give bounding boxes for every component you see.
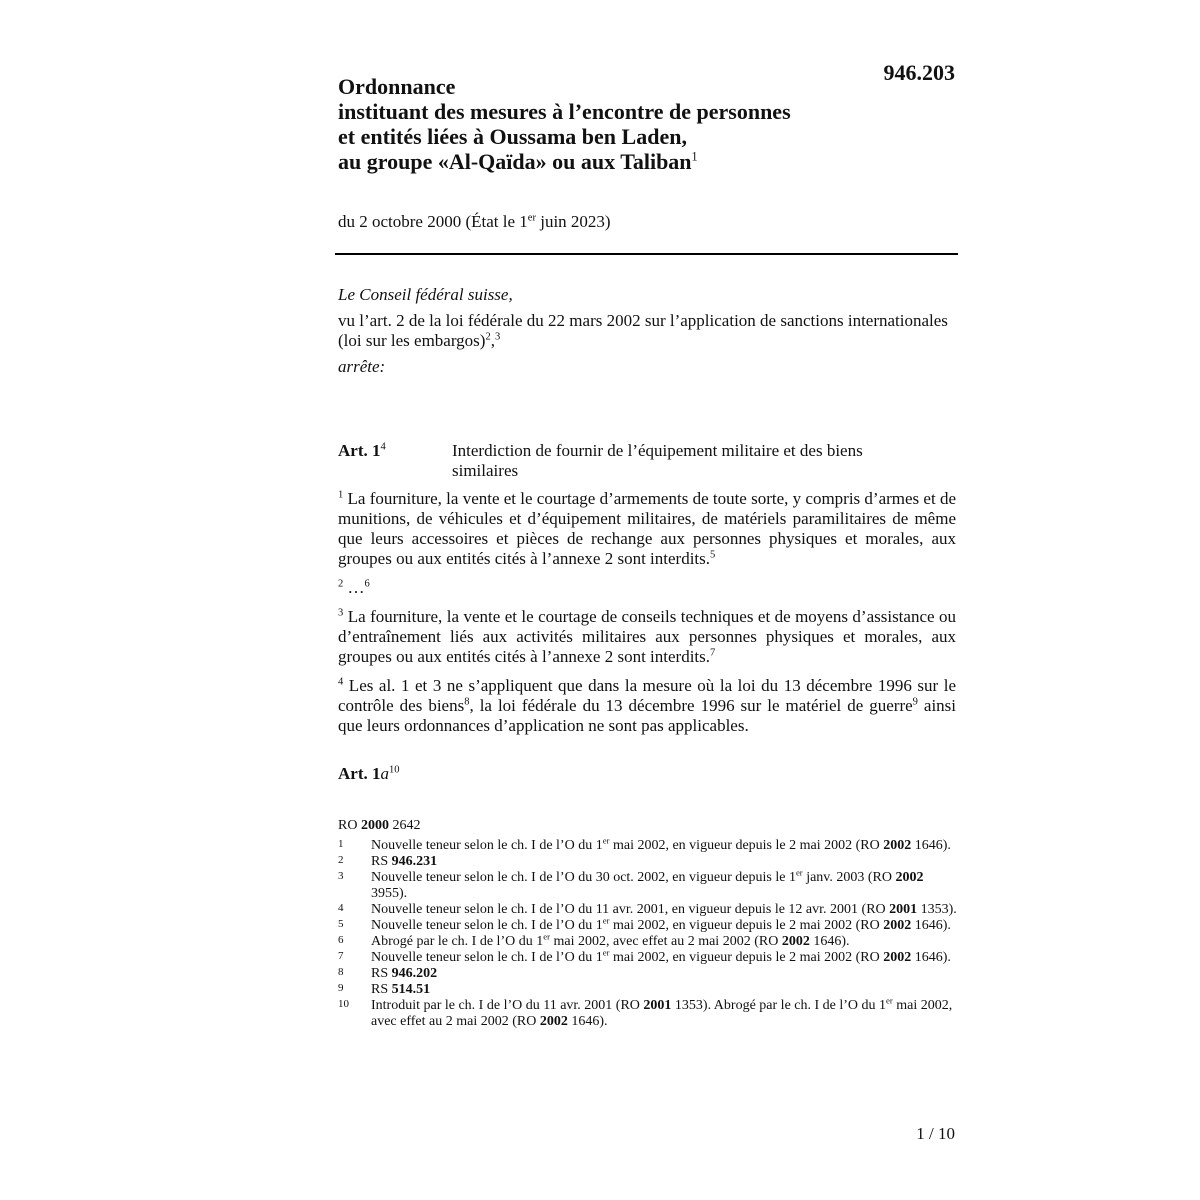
title-line-2: instituant des mesures à l’encontre de personnes — [338, 99, 791, 124]
document-number: 946.203 — [883, 60, 955, 85]
source-prefix: RO — [338, 818, 361, 833]
footnote-text: mai 2002, en vigueur depuis le 2 mai 2002 (RO — [609, 918, 884, 933]
footnote-text: 1353). — [917, 902, 957, 917]
footnote-text: Introduit par le ch. I de l’O du 11 avr. 2001 (RO — [371, 998, 644, 1013]
footnote-text: RS — [371, 966, 392, 981]
title-line-1: Ordonnance — [338, 74, 456, 99]
footnote-number: 2 — [338, 854, 344, 866]
footnote-rs-number: 514.51 — [391, 982, 431, 997]
footnote-ref-3[interactable]: 3 — [494, 331, 501, 343]
footnote-year: 2001 — [643, 998, 672, 1013]
footnote-ref-7[interactable]: 7 — [710, 647, 716, 659]
paragraph-text: La fourniture, la vente et le courtage d’armements de toute sorte, y compris d’armes et de munitions, de véhicules et d’équipement militaires, de matériels paramilitaires de même que leurs accessoires et pièces de rechange aux personnes physiques et morales, aux groupes ou aux entités cités à l’annexe 2 sont interdits. — [338, 489, 956, 568]
footnote-ref-6[interactable]: 6 — [364, 578, 370, 590]
footnote-text: mai 2002, en vigueur depuis le 2 mai 2002 (RO — [609, 950, 884, 965]
footnote-ref-10[interactable]: 10 — [388, 764, 400, 776]
footnote-item — [338, 915, 958, 934]
footnote-rs-number: 946.202 — [391, 966, 438, 981]
footnote-number: 4 — [338, 902, 344, 914]
article-1a-label — [338, 764, 400, 784]
footnote-number: 1 — [338, 838, 344, 850]
footnote-year: 2001 — [889, 902, 918, 917]
footnote-text: 1646). — [809, 934, 850, 949]
footnote-sup: er — [602, 915, 610, 926]
footnote-item — [338, 982, 958, 998]
title-divider — [335, 253, 958, 255]
title-line-3: et entités liées à Oussama ben Laden, — [338, 124, 687, 149]
footnote-item — [338, 835, 958, 854]
source-reference — [338, 818, 420, 834]
footnote-text: 3955). — [371, 886, 408, 901]
footnote-ref-4[interactable]: 4 — [380, 441, 386, 453]
source-page: 2642 — [388, 818, 421, 833]
paragraph-text: Les al. 1 et 3 ne s’appliquent que dans la mesure où la loi du 13 décembre 1996 sur le contrôle des biens — [338, 676, 956, 715]
paragraph-number: 2 — [338, 578, 344, 590]
footnote-number: 9 — [338, 982, 344, 994]
footnote-text: 1353). Abrogé par le ch. I de l’O du 1 — [671, 998, 887, 1013]
footnote-text: mai 2002, en vigueur depuis le 2 mai 2002 (RO — [609, 838, 884, 853]
footnote-year: 2002 — [883, 838, 912, 853]
footnote-item — [338, 931, 958, 950]
preamble-text — [338, 311, 958, 351]
title-line-4-text: au groupe «Al-Qaïda» ou aux Taliban — [338, 149, 692, 174]
preamble-separator: , — [490, 331, 495, 350]
footnote-text: 1646). — [567, 1014, 608, 1029]
footnote-number: 3 — [338, 870, 344, 882]
footnote-ref-1[interactable]: 1 — [691, 149, 698, 164]
article-1-title: Interdiction de fournir de l’équipement militaire et des biens similaires — [452, 441, 863, 480]
footnote-number: 6 — [338, 934, 344, 946]
footnote-number: 8 — [338, 966, 344, 978]
article-1-paragraph-3 — [338, 607, 956, 667]
footnote-text: RS — [371, 982, 392, 997]
footnote-sup: er — [795, 867, 803, 878]
footnote-number: 7 — [338, 950, 344, 962]
page-number: 1 / 10 — [916, 1124, 955, 1143]
paragraph-text: La fourniture, la vente et le courtage de conseils techniques et de moyens d’assistance ou d’entraînement liés aux activités militaires aux personnes physiques et morales, aux groupes ou aux entités cités à l’annexe 2 sont interdits. — [338, 607, 956, 666]
date-suffix: juin 2023) — [535, 212, 611, 231]
footnote-item — [338, 995, 958, 1030]
footnote-text: Nouvelle teneur selon le ch. I de l’O du 1 — [371, 950, 603, 965]
footnote-sup: er — [602, 835, 610, 846]
footnote-text: 1646). — [911, 838, 951, 853]
source-year: 2000 — [360, 818, 389, 833]
footnote-text: 1646). — [911, 918, 951, 933]
footnote-ref-8[interactable]: 8 — [464, 696, 470, 708]
title-line-4 — [338, 149, 878, 174]
footnote-year: 2002 — [883, 950, 912, 965]
paragraph-number: 4 — [338, 676, 344, 688]
date-text: du 2 octobre 2000 (État le 1 — [338, 212, 528, 231]
footnote-item — [338, 867, 958, 902]
footnote-text: Nouvelle teneur selon le ch. I de l’O du 30 oct. 2002, en vigueur depuis le 1 — [371, 870, 796, 885]
article-1a-label-text: Art. 1 — [338, 764, 381, 783]
footnote-item — [338, 854, 958, 870]
footnote-item — [338, 902, 958, 918]
article-1-paragraph-4 — [338, 676, 956, 736]
footnote-year: 2002 — [539, 1014, 568, 1029]
footnote-text: Abrogé par le ch. I de l’O du 1 — [371, 934, 544, 949]
paragraph-text: , la loi fédérale du 13 décembre 1996 sur le matériel de guerre — [469, 696, 913, 715]
decision-word: arrête: — [338, 357, 386, 376]
paragraph-number: 1 — [338, 489, 344, 501]
footnote-item — [338, 966, 958, 982]
footnote-text: RS — [371, 854, 392, 869]
footnotes-list — [338, 835, 958, 1030]
footnote-item — [338, 947, 958, 966]
footnote-text: Nouvelle teneur selon le ch. I de l’O du 1 — [371, 838, 603, 853]
footnote-ref-9[interactable]: 9 — [912, 696, 918, 708]
council-line: Le Conseil fédéral suisse, — [338, 285, 513, 304]
paragraph-text: ainsi que leurs ordonnances d’application ne sont pas applicables. — [338, 696, 957, 735]
article-1a-suffix: a — [380, 764, 389, 783]
footnote-number: 10 — [338, 998, 349, 1010]
footnote-text: janv. 2003 (RO — [802, 870, 896, 885]
article-1-label-text: Art. 1 — [338, 441, 381, 460]
document-title — [338, 74, 878, 174]
footnote-year: 2002 — [883, 918, 912, 933]
footnote-sup: er — [543, 931, 550, 942]
date-line — [338, 212, 611, 232]
footnote-text: 1646). — [911, 950, 951, 965]
footnote-rs-number: 946.231 — [391, 854, 438, 869]
paragraph-text: … — [343, 578, 365, 597]
article-1-label — [338, 441, 386, 461]
footnote-sup: er — [602, 947, 610, 958]
footnote-year: 2002 — [895, 870, 924, 885]
date-sup: er — [527, 212, 536, 224]
footnote-text: mai 2002, avec effet au 2 mai 2002 (RO — [549, 934, 782, 949]
preamble-body: vu l’art. 2 de la loi fédérale du 22 mars 2002 sur l’application de sanctions internationales (loi sur les embargos) — [338, 311, 948, 350]
footnote-year: 2002 — [781, 934, 810, 949]
footnote-ref-2[interactable]: 2 — [485, 331, 491, 343]
footnote-text: Nouvelle teneur selon le ch. I de l’O du 11 avr. 2001, en vigueur depuis le 12 avr. 2001 (RO — [371, 902, 890, 917]
footnote-text: Nouvelle teneur selon le ch. I de l’O du 1 — [371, 918, 603, 933]
article-1-paragraph-1 — [338, 489, 956, 569]
footnote-sup: er — [886, 995, 893, 1006]
paragraph-number: 3 — [338, 607, 344, 619]
article-1-paragraph-2 — [338, 578, 956, 598]
footnote-text: mai 2002, avec effet au 2 mai 2002 (RO — [371, 998, 953, 1029]
footnote-ref-5[interactable]: 5 — [710, 549, 716, 561]
footnote-number: 5 — [338, 918, 344, 930]
